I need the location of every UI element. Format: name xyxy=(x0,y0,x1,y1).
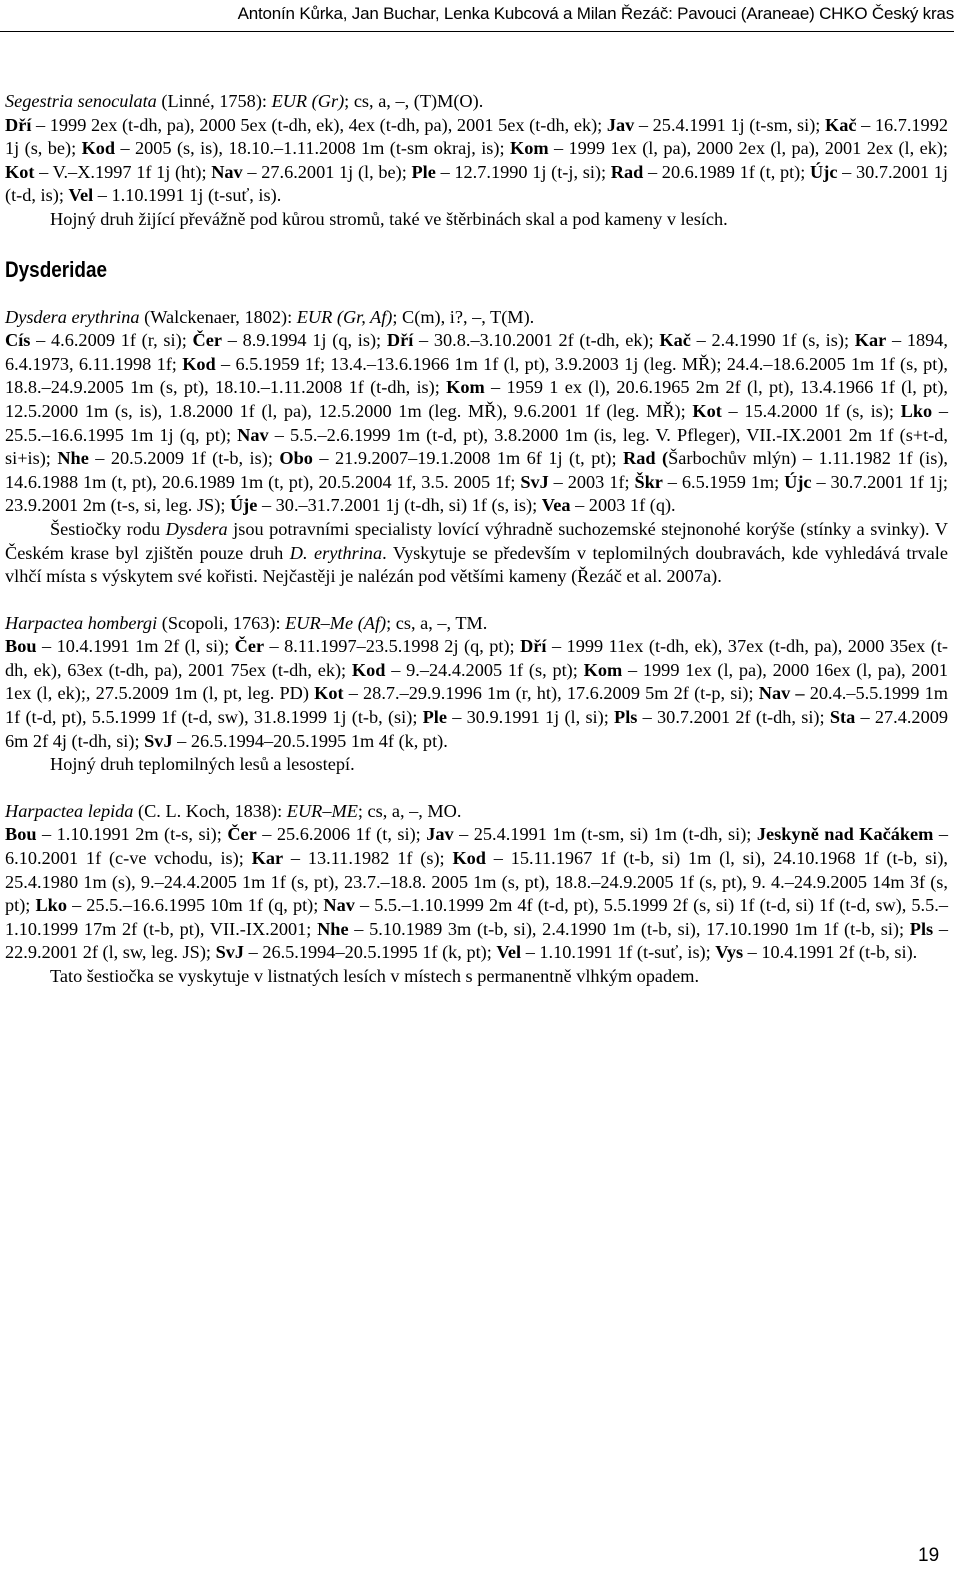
header-rule xyxy=(0,31,954,32)
record-text: – 16.7.1992 1j (s, be); xyxy=(5,114,948,159)
species-records xyxy=(5,636,948,750)
species-note: Hojný druh teplomilných lesů a lesostepí. xyxy=(50,754,355,775)
locality-code: Rad ( xyxy=(623,448,669,469)
locality-code: Dří xyxy=(520,636,547,657)
locality-code: Obo xyxy=(279,448,313,469)
species-heading xyxy=(5,91,483,111)
record-text: – 2.4.1990 1f (s, is); xyxy=(690,330,855,351)
species-records xyxy=(5,824,948,962)
record-text: – 8.9.1994 1j (q, is); xyxy=(221,330,387,351)
note-genus: Dysdera xyxy=(165,518,228,539)
species-distribution: EUR (Gr, Af) xyxy=(296,306,393,327)
record-text: – 30.7.2001 2f (t-dh, si); xyxy=(637,707,830,728)
record-text: – 6.5.1959 1f; 13.4.–13.6.1966 1m 1f (l, pt), 3.9.2003 1j (leg. MŘ); 24.4.–18.6.2005 1m 1f (s, pt), 18.8.–24.9.2005 1m (s, pt), 18.10.–1.11.2008 1f (t-dh, is); xyxy=(5,353,948,398)
locality-code: Ple xyxy=(422,707,448,728)
record-text: – 15.4.2000 1f (s, is); xyxy=(721,400,901,421)
locality-code: Kot xyxy=(5,161,35,182)
locality-code: SvJ xyxy=(520,471,549,492)
locality-code: Vys xyxy=(715,942,744,963)
locality-code: Ple xyxy=(411,161,436,182)
species-author: (Walckenaer, 1802): xyxy=(139,306,297,327)
record-text: – 26.5.1994–20.5.1995 1m 4f (k, pt). xyxy=(172,730,448,751)
locality-code: Kač xyxy=(659,330,691,351)
species-name: Harpactea hombergi xyxy=(5,612,158,633)
note-text: Šestiočky rodu xyxy=(50,518,166,539)
species-note xyxy=(5,518,948,589)
page-number: 19 xyxy=(918,1545,940,1566)
record-text: – 30.–31.7.2001 1j (t-dh, si) 1f (s, is); xyxy=(257,495,542,516)
locality-code: Čer xyxy=(227,824,257,845)
record-text: – 1999 2ex (t-dh, pa), 2000 5ex (t-dh, ek), 4ex (t-dh, pa), 2001 5ex (t-dh, ek); xyxy=(31,114,607,135)
family-heading: Dysderidae xyxy=(5,256,108,282)
species-distribution: EUR (Gr) xyxy=(271,91,345,111)
record-text: – 27.4.2009 6m 2f 4j (t-dh, si); xyxy=(5,707,948,751)
locality-code: Dří xyxy=(386,330,414,351)
species-distribution: EUR–Me (Af) xyxy=(285,612,387,633)
record-text: – 1959 1 ex (l), 20.6.1965 2m 2f (l, pt), 13.4.1966 1f (l, pt), 12.5.2000 1m (s, is), 1.8.2000 1f (l, pa), 12.5.2000 1m (leg. MŘ), 9.6.2001 1f (leg. MŘ); xyxy=(5,377,948,421)
locality-code: Kom xyxy=(583,659,623,680)
record-text: – 25.6.2006 1f (t, si); xyxy=(256,824,427,845)
spacer xyxy=(5,285,948,306)
locality-code: Nav xyxy=(237,424,269,445)
record-text: – 6.10.2001 1f (c-ve vchodu, is); xyxy=(5,824,948,869)
species-note: Hojný druh žijící převážně pod kůrou stromů, také ve štěrbinách skal a pod kameny v lesích. xyxy=(50,208,728,229)
record-text: – 2003 1f (q). xyxy=(570,495,676,516)
locality-code: Kot xyxy=(692,400,722,421)
species-entry xyxy=(5,612,948,754)
species-status: ; cs, a, –, MO. xyxy=(357,800,462,821)
record-text: – 1999 1ex (l, pa), 2000 16ex (l, pa), 2001 1ex (l, ek);, 27.5.2009 1m (l, pt, leg. PD) xyxy=(5,659,948,704)
locality-code: Nav – xyxy=(758,683,805,704)
spacer xyxy=(5,589,948,612)
record-text: – 30.7.2001 1j (t-d, is); xyxy=(5,161,949,206)
species-records xyxy=(5,115,948,206)
record-text: – 8.11.1997–23.5.1998 2j (q, pt); xyxy=(264,636,521,657)
record-text: – 25.4.1991 1j (t-sm, si); xyxy=(634,114,825,135)
locality-code: Nhe xyxy=(317,918,349,939)
record-text: – 5.10.1989 3m (t-b, si), 2.4.1990 1m (t-b, si), 17.10.1990 1m 1f (t-b, si); xyxy=(348,918,910,939)
document-body xyxy=(5,90,948,989)
locality-code: Bou xyxy=(5,636,37,657)
species-status: ; cs, a, –, (T)M(O). xyxy=(344,91,484,111)
locality-code: Kom xyxy=(446,377,485,398)
species-distribution: EUR–ME xyxy=(286,800,358,821)
locality-code: Lko xyxy=(900,400,933,421)
locality-code: Pls xyxy=(614,707,638,728)
locality-code: Kar xyxy=(854,330,887,351)
locality-code: Rad xyxy=(610,161,644,182)
note-text: jsou potravními specialisty lovící výhradně suchozemské stejnonohé korýše (stínky a svinky). V Českém krase byl zjištěn pouze druh xyxy=(5,518,948,563)
locality-code: Pls xyxy=(909,918,934,939)
record-text: – 10.4.1991 1m 2f (l, si); xyxy=(36,636,235,657)
record-text: – 25.5.–16.6.1995 10m 1f (q, pt); xyxy=(66,895,324,916)
record-text: – 28.7.–29.9.1996 1m (r, ht), 17.6.2009 5m 2f (t-p, si); xyxy=(343,683,759,704)
record-text: – V.–X.1997 1f 1j (ht); xyxy=(34,161,212,182)
record-text: – 30.8.–3.10.2001 2f (t-dh, ek); xyxy=(413,330,660,351)
record-text: – 5.5.–1.10.1999 2m 4f (t-d, pt), 5.5.1999 2f (s, si) 1f (t-d, si) 1f (t-d, sw), 5.5.–1.10.1999 17m 2f (t-b, pt), VII.-IX.2001; xyxy=(5,895,948,939)
record-text: – 15.11.1967 1f (t-b, si) 1m (l, si), 24.10.1968 1f (t-b, si), 25.4.1980 1m (s), 9.–24.4.2005 1m 1f (s, pt), 23.7.–18.8. 2005 1m (s, pt), 18.8.–24.9.2005 1f (s, pt), 9. 4.–24.9.2005 14m 3f (s, pt); xyxy=(5,848,948,916)
record-text: – 25.5.–16.6.1995 1m 1j (q, pt); xyxy=(5,400,948,445)
record-text: – 25.4.1991 1m (t-sm, si) 1m (t-dh, si); xyxy=(453,824,757,845)
species-author: (Scopoli, 1763): xyxy=(157,612,286,633)
record-text: – 2005 (s, is), 18.10.–1.11.2008 1m (t-sm okraj, is); xyxy=(115,138,510,159)
species-records xyxy=(5,330,948,515)
locality-code: Újc xyxy=(810,161,838,182)
locality-code: SvJ xyxy=(215,942,245,963)
record-text: – 9.–24.4.2005 1f (s, pt); xyxy=(385,659,584,680)
locality-code: Kod xyxy=(182,353,216,374)
record-text: – 12.7.1990 1j (t-j, si); xyxy=(435,161,611,182)
record-text: – 6.5.1959 1m; xyxy=(662,471,785,492)
record-text: – 1894, 6.4.1973, 6.11.1998 1f; xyxy=(5,330,948,374)
record-text: – 10.4.1991 2f (t-b, si). xyxy=(743,942,918,963)
species-name: Segestria senoculata xyxy=(5,91,157,111)
species-status: ; C(m), i?, –, T(M). xyxy=(392,306,535,327)
species-entry xyxy=(5,800,948,965)
record-text: – 21.9.2007–19.1.2008 1m 6f 1j (t, pt); xyxy=(312,448,624,469)
record-text: – 1.10.1991 1f (t-suť, is); xyxy=(521,942,716,963)
locality-code: Úje xyxy=(229,495,258,516)
locality-code: Škr xyxy=(634,471,663,492)
locality-code: Jav xyxy=(606,114,635,135)
species-name: Dysdera erythrina xyxy=(5,306,140,327)
note-text: . Vyskytuje se především v teplomilných doubravách, kde vyhledává trvale vlhčí místa s výskytem své kořisti. Nejčastěji je nalézán pod většími kameny (Řezáč et al. 2007a). xyxy=(5,542,948,587)
locality-code: Vea xyxy=(541,495,571,516)
record-text: – 1.10.1991 2m (t-s, si); xyxy=(36,824,228,845)
locality-code: Kom xyxy=(509,138,549,159)
locality-code: Nav xyxy=(211,161,243,182)
species-entry xyxy=(5,90,948,208)
record-text: Šarbochův mlýn) – 1.11.1982 1f (is), 14.6.1988 1m (t, pt), 20.6.1989 1m (t, pt), 20.5.2004 1f, 3.5. 2005 1f; xyxy=(5,448,949,492)
record-text: – 13.11.1982 1f (s); xyxy=(283,848,453,869)
record-text: – 30.9.1991 1j (l, si); xyxy=(447,707,615,728)
locality-code: Kar xyxy=(251,848,284,869)
locality-code: Kod xyxy=(81,138,116,159)
record-text: – 1999 1ex (l, pa), 2000 2ex (l, pa), 2001 2ex (l, ek); xyxy=(548,138,949,159)
species-author: (C. L. Koch, 1838): xyxy=(133,800,287,821)
locality-code: Lko xyxy=(35,895,67,916)
note-species: D. erythrina xyxy=(289,542,383,563)
locality-code: Sta xyxy=(829,707,856,728)
spacer xyxy=(5,777,948,800)
locality-code: Dří xyxy=(5,114,32,135)
locality-code: Bou xyxy=(5,824,37,845)
record-text: – 5.5.–2.6.1999 1m (t-d, pt), 3.8.2000 1m (is, leg. V. Pfleger), VII.-IX.2001 2m 1f (s+t-d, si+is); xyxy=(5,424,948,469)
species-author: (Linné, 1758): xyxy=(156,91,272,111)
record-text: – 22.9.2001 2f (l, sw, leg. JS); xyxy=(5,918,948,963)
species-heading xyxy=(5,613,487,633)
locality-code: Jav xyxy=(426,824,454,845)
running-header: Antonín Kůrka, Jan Buchar, Lenka Kubcová a Milan Řezáč: Pavouci (Araneae) CHKO Český kras xyxy=(237,4,954,23)
species-status: ; cs, a, –, TM. xyxy=(386,612,488,633)
record-text: – 4.6.2009 1f (r, si); xyxy=(30,330,193,351)
record-text: – 27.6.2001 1j (l, be); xyxy=(242,161,412,182)
species-note: Tato šestiočka se vyskytuje v listnatých lesích v místech s permanentně vlhkým opadem. xyxy=(50,966,700,986)
locality-code: Kod xyxy=(351,659,386,680)
species-heading xyxy=(5,307,534,327)
locality-code: Vel xyxy=(496,942,522,963)
record-text: – 2003 1f; xyxy=(548,471,635,492)
record-text: – 26.5.1994–20.5.1995 1f (k, pt); xyxy=(244,942,497,963)
record-text: – 20.6.1989 1f (t, pt); xyxy=(643,161,811,182)
locality-code: Kač xyxy=(825,114,857,135)
locality-code: Jeskyně nad Kačákem xyxy=(756,824,934,845)
record-text: – 30.7.2001 1f 1j; 23.9.2001 2m (t-s, si, leg. JS); xyxy=(5,471,948,516)
locality-code: Újc xyxy=(784,471,812,492)
spacer xyxy=(5,232,948,255)
species-entry xyxy=(5,306,948,518)
locality-code: Nhe xyxy=(57,448,89,469)
locality-code: Nav xyxy=(323,895,355,916)
locality-code: Čer xyxy=(192,330,222,351)
locality-code: Kod xyxy=(452,848,486,869)
record-text: 20.4.–5.5.1999 1m 1f (t-d, pt), 5.5.1999 1f (t-d, sw), 31.8.1999 1j (t-b, (si); xyxy=(5,683,948,728)
species-name: Harpactea lepida xyxy=(5,800,134,821)
locality-code: Kot xyxy=(314,683,344,704)
locality-code: Vel xyxy=(68,185,94,206)
record-text: – 1.10.1991 1j (t-suť, is). xyxy=(93,185,282,206)
species-heading xyxy=(5,801,461,821)
locality-code: SvJ xyxy=(144,730,173,751)
record-text: – 20.5.2009 1f (t-b, is); xyxy=(88,448,280,469)
record-text: – 1999 11ex (t-dh, ek), 37ex (t-dh, pa), 2000 35ex (t-dh, ek), 63ex (t-dh, pa), 2001 75ex (t-dh, ek); xyxy=(5,636,948,680)
locality-code: Cís xyxy=(5,330,31,351)
locality-code: Čer xyxy=(234,636,265,657)
